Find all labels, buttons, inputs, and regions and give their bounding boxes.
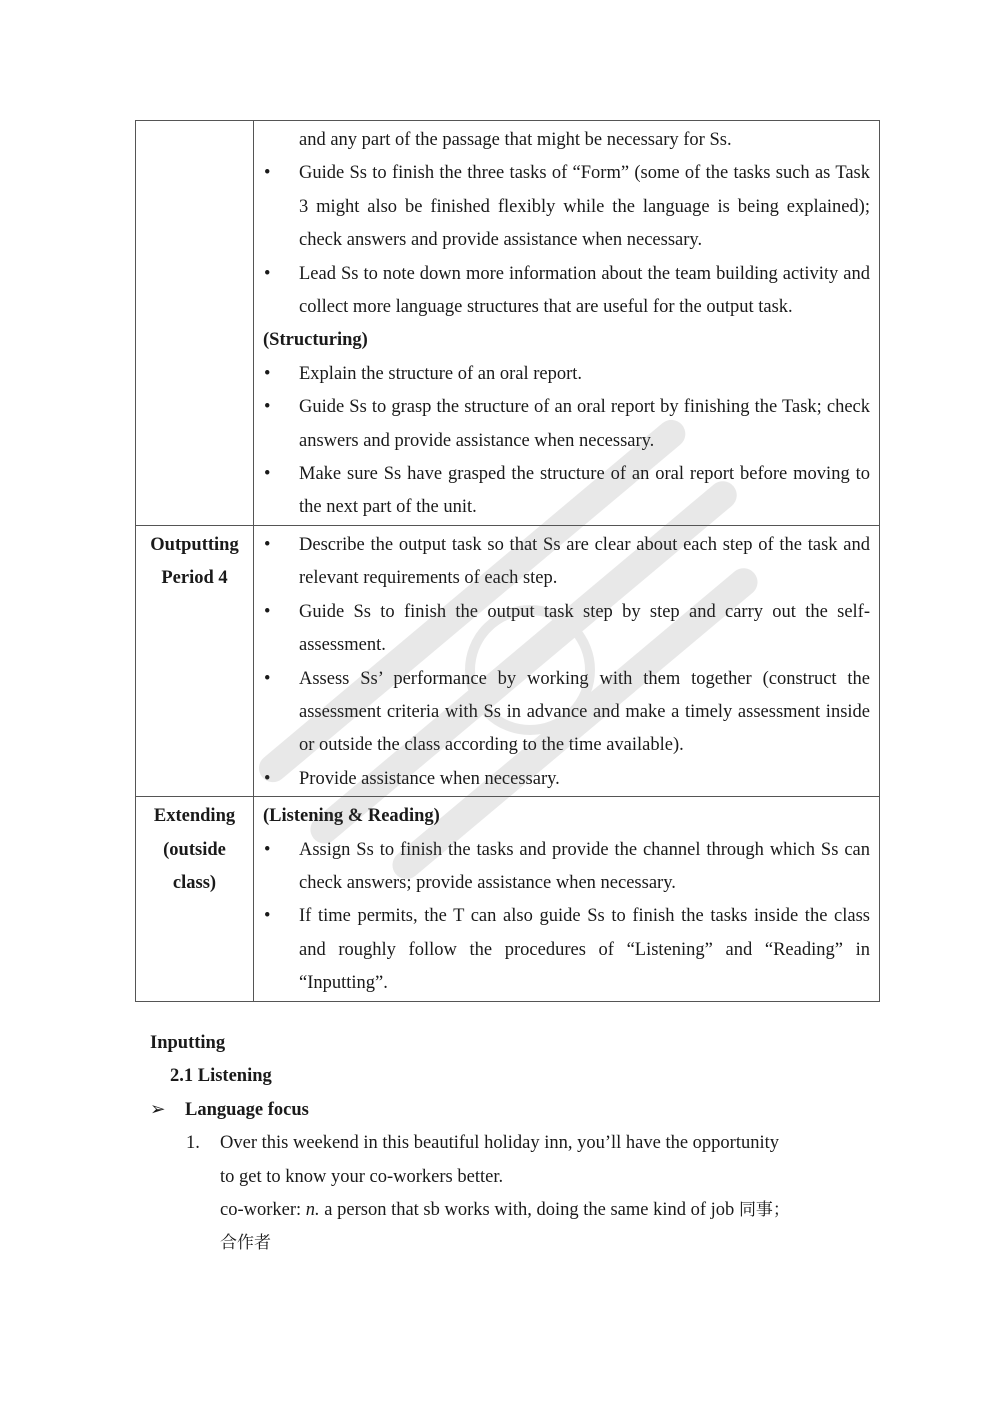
definition-text: a person that sb works with, doing the same kind of job (319, 1200, 739, 1221)
language-focus-heading (150, 1094, 870, 1127)
chinese-gloss: 同事； (738, 1200, 790, 1221)
bullet-item: • Assign Ss to finish the tasks and provide the channel through which Ss can check answers; provide assistance when necessary. (263, 834, 870, 901)
definition-term: co-worker: (220, 1200, 306, 1221)
section-heading: Inputting (150, 1033, 226, 1053)
table-row (136, 797, 880, 1001)
definition (150, 1194, 870, 1227)
bullet-item: • Guide Ss to grasp the structure of an oral report by finishing the Task; check answers and provide assistance when necessary. (263, 391, 870, 458)
language-focus-title: Language focus (185, 1099, 309, 1120)
table-row (136, 525, 880, 796)
stage-label: Outputting (150, 534, 239, 555)
item-line: to get to know your co-workers better. (220, 1166, 504, 1187)
bullet-item: • Guide Ss to finish the output task step by step and carry out the self-assessment. (263, 596, 870, 663)
bullet-item: • Describe the output task so that Ss are clear about each step of the task and relevant requirements of each step. (263, 529, 870, 596)
bullet-item: • Provide assistance when necessary. (263, 763, 870, 796)
item-number: 1. (186, 1133, 200, 1154)
stage-cell (136, 797, 254, 1001)
bullet-item: • Guide Ss to finish the three tasks of “Form” (some of the tasks such as Task 3 might also be finished flexibly while the language is being explained); check answers and provide assistance when necessary. (263, 157, 870, 257)
bullet-item: • Lead Ss to note down more information about the team building activity and collect more language structures that are useful for the output task. (263, 258, 870, 325)
stage-cell (136, 525, 254, 796)
bullet-item: • Assess Ss’ performance by working with them together (construct the assessment criteria with Ss in advance and make a timely assessment inside or outside the class according to the time available). (263, 663, 870, 763)
stage-period: Period 4 (161, 568, 228, 589)
definition-continued (150, 1227, 870, 1260)
bullet-item: • If time permits, the T can also guide Ss to finish the tasks inside the class and roughly follow the procedures of “Listening” and “Reading” in “Inputting”. (263, 900, 870, 1000)
stage-label: Extending (153, 806, 236, 827)
table-row (136, 121, 880, 526)
arrow-bullet-icon: ➢ (150, 1099, 166, 1120)
procedure-cell (254, 525, 880, 796)
subheading-listening-reading: (Listening & Reading) (263, 806, 440, 827)
subheading-structuring: (Structuring) (263, 330, 368, 351)
procedure-cell (254, 797, 880, 1001)
part-of-speech: n. (305, 1200, 320, 1221)
bullet-item: • Make sure Ss have grasped the structure of an oral report before moving to the next part of the unit. (263, 458, 870, 525)
item-line: Over this weekend in this beautiful holiday inn, you’ll have the opportunity (220, 1133, 780, 1154)
lesson-plan-table (135, 120, 880, 1002)
bullet-item: • Explain the structure of an oral report. (263, 358, 870, 391)
continued-text: and any part of the passage that might be necessary for Ss. (299, 130, 732, 150)
stage-label-line2: (outside (163, 839, 226, 860)
chinese-gloss: 合作者 (220, 1233, 271, 1254)
subsection-heading: 2.1 Listening (170, 1066, 272, 1087)
numbered-item (150, 1127, 870, 1194)
stage-label-line3: class) (172, 872, 217, 893)
procedure-cell (254, 121, 880, 526)
stage-cell (136, 121, 254, 526)
inputting-section (150, 1027, 870, 1261)
